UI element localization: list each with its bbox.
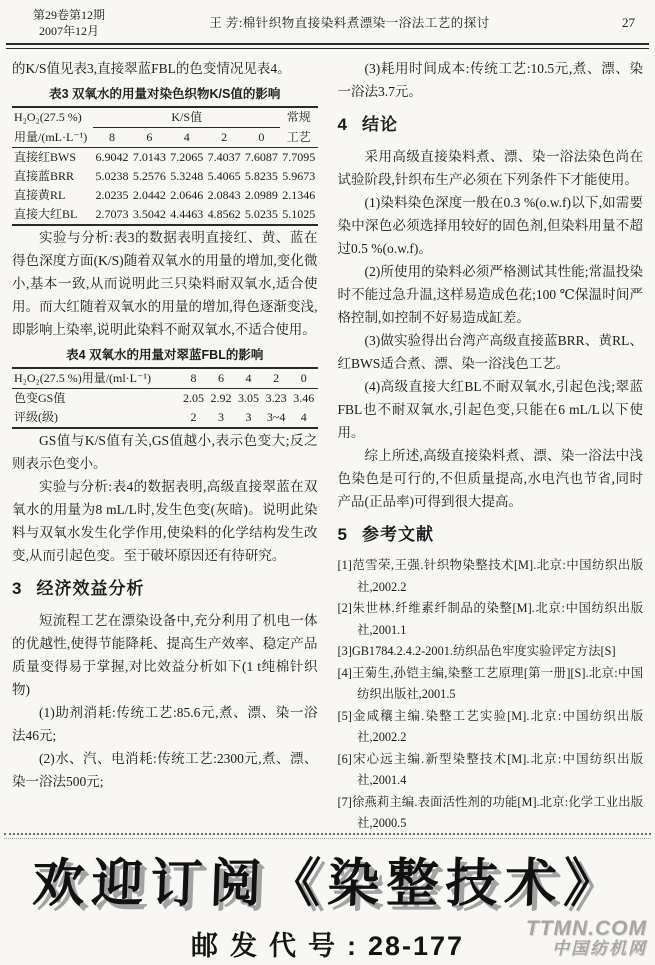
reference-item: [7]徐燕莉主编.表面活性剂的功能[M].北京:化学工业出版社,2000.5: [337, 794, 643, 829]
economics-item-3: (3)耗用时间成本:传统工艺:10.5元,煮、漂、染一浴法3.7元。: [337, 61, 643, 99]
intro-paragraph: 的K/S值见表3,直接翠蓝FBL的色变情况见表4。: [12, 61, 291, 76]
economics-item-1: (1)助剂消耗:传统工艺:85.6元,煮、漂、染一浴法46元;: [12, 705, 318, 743]
section-5-heading: [338, 524, 644, 546]
table3-ks-span-header: K/S值: [93, 107, 280, 128]
ks-value: 7.6087: [244, 150, 278, 164]
ks-value: 6.9042: [95, 150, 129, 164]
conclusion-item-3: (3)做实验得出台湾产高级直接蓝BRR、黄RL、红BWS适合煮、漂、染一浴浅色工艺。: [337, 333, 643, 371]
gs-value: 2.05: [182, 391, 204, 405]
table4-col-header: 8: [180, 368, 208, 389]
ks-value: 5.3248: [170, 169, 204, 183]
section-number: 3: [12, 579, 23, 598]
section-number: 5: [337, 525, 348, 544]
dye-name: 直接黄RL: [14, 188, 66, 202]
conclusion-summary: 综上所述,高级直接染料煮、漂、染一浴法中浅色染色是可行的,不但质量提高,水电汽也节省,同时产品(正品率)可得到很大提高。: [337, 448, 643, 509]
table3-header-row2: [12, 128, 318, 148]
rating-value: 2: [190, 410, 197, 424]
table4-dosage-label: H₂O₂(27.5 %)用量/(ml·L⁻¹): [12, 368, 180, 389]
reference-item: [3]GB1784.2.4.2-2001.纺织品色牢度实验评定方法[S]: [337, 644, 616, 658]
table3-row: [12, 186, 318, 205]
analysis-table4: 实验与分析:表4的数据表明,高级直接翠蓝在双氧水的用量为8 mL/L时,发生色变(灰暗)。说明此染料与双氧水发生化学作用,使染料的化学结构发生改变,从而引起色变。至于破坏原因还有待研究。: [12, 479, 318, 563]
ks-value: 5.9673: [282, 169, 316, 183]
ks-value: 4.4463: [170, 207, 204, 221]
table3-conventional-label2: 工艺: [280, 128, 317, 148]
ks-value: 3.5042: [132, 207, 166, 221]
ks-value: 7.0143: [132, 150, 166, 164]
table3-col-header: 0: [243, 128, 280, 148]
postal-code-label: 邮发代号:: [190, 931, 368, 961]
rating-value: 3~4: [266, 410, 286, 424]
table4-col-header: 2: [262, 368, 290, 389]
right-column: [338, 57, 644, 829]
issue-date-line: 2007年12月: [38, 24, 99, 38]
table4-col-header: 6: [207, 368, 235, 389]
ks-value: 4.8562: [207, 207, 241, 221]
ks-value: 5.1025: [282, 207, 316, 221]
table3-col-header: 2: [205, 128, 242, 148]
volume-issue-line: 第29卷第12期: [32, 8, 105, 22]
ks-value: 5.2576: [132, 169, 166, 183]
gs-value: 2.92: [210, 391, 232, 405]
metric-name: 评级(级): [14, 410, 58, 424]
economics-item-2: (2)水、汽、电消耗:传统工艺:2300元,煮、漂、染一浴法500元;: [12, 751, 318, 789]
section-title: 结论: [361, 115, 398, 134]
page-number: 27: [622, 15, 635, 30]
conclusion-item-1: (1)染料染色深度一般在0.3 %(o.w.f)以下,如需要染中深色必须选择用较好的固色剂,但染料用量不超过0.5 %(o.w.f)。: [337, 195, 643, 256]
section-3-heading: [12, 578, 318, 600]
conclusion-intro: 采用高级直接染料煮、漂、染一浴法染色尚在试验阶段,针织布生产必须在下列条件下才能使用。: [337, 149, 643, 187]
analysis-table3: 实验与分析:表3的数据表明直接红、黄、蓝在得色深度方面(K/S)随着双氧水的用量的增加,变化微小,基本一致,从而说明此三只染料耐双氧水,适合使用。而大红随着双氧水的用量的增加,得色逐渐变浅,即影响上染率,说明此染料不耐双氧水,不适合使用。: [12, 230, 318, 337]
ks-value: 2.0646: [170, 188, 204, 202]
postal-code-value: 28-177: [367, 931, 465, 961]
table3-row: [12, 148, 318, 168]
dye-name: 直接蓝BRR: [14, 169, 75, 183]
table4-caption: 表4 双氧水的用量对翠蓝FBL的影响: [66, 348, 264, 362]
section-4-heading: [338, 114, 644, 136]
reference-list: [338, 555, 644, 829]
dye-name: 直接大红BL: [14, 207, 78, 221]
reference-item: [6]宋心远主编.新型染整技术[M].北京:中国纺织出版社,2001.4: [337, 751, 643, 787]
subscription-banner: 欢迎订阅《染整技术》: [31, 856, 624, 913]
conclusion-item-2: (2)所使用的染料必须严格测试其性能;常温投染时不能过急升温,这样易造成色花;100 ℃保温时间严格控制,如控制不好易造成缸差。: [337, 264, 643, 325]
table3-dosage-label: 用量/(mL·L⁻¹): [12, 128, 93, 148]
table3: [12, 106, 318, 226]
gs-note: GS值与K/S值有关,GS值越小,表示色变大;反之则表示色变小。: [12, 433, 318, 471]
reference-item: [5]金咸穰主编.染整工艺实验[M].北京:中国纺织出版社,2002.2: [337, 708, 643, 744]
running-head: [0, 0, 655, 41]
article-body: [0, 49, 655, 829]
table4-header-row: [12, 368, 318, 389]
table3-col-header: 6: [131, 128, 168, 148]
ks-value: 5.8235: [244, 169, 278, 183]
ks-value: 7.7095: [282, 150, 316, 164]
table3-conventional-label1: 常规: [286, 110, 311, 125]
table3-row: [12, 205, 318, 225]
section-title: 参考文献: [361, 525, 434, 544]
table4-col-header: 0: [290, 368, 318, 389]
watermark-site: TTMN.COM: [525, 917, 647, 940]
economics-intro: 短流程工艺在漂染设备中,充分利用了机电一体的优越性,使得节能降耗、提高生产效率、稳定产品质量变得易于掌握,对比效益分析如下(1 t纯棉针织物): [12, 613, 318, 697]
gs-value: 3.46: [293, 391, 315, 405]
left-column: [12, 57, 318, 829]
watermark-site-name: 中国纺机网: [552, 939, 647, 958]
watermark: [526, 919, 647, 959]
table4-row: [12, 408, 318, 428]
reference-item: [2]朱世林.纤维素纤制品的染整[M].北京:中国纺织出版社,2001.1: [337, 601, 643, 637]
table3-col-header: 8: [93, 128, 130, 148]
conclusion-item-4: (4)高级直接大红BL不耐双氧水,引起色浅;翠蓝FBL也不耐双氧水,引起色变,只能在6 mL/L以下使用。: [337, 379, 643, 440]
section-title: 经济效益分析: [36, 579, 145, 598]
ks-value: 7.4037: [207, 150, 241, 164]
ks-value: 5.4065: [207, 169, 241, 183]
table3-h2o2-label: H₂O₂(27.5 %): [14, 110, 82, 125]
ks-value: 7.2065: [170, 150, 204, 164]
metric-name: 色变GS值: [14, 391, 66, 405]
table3-col-header: 4: [168, 128, 205, 148]
section-number: 4: [337, 115, 348, 134]
ks-value: 2.0235: [95, 188, 129, 202]
ornamental-divider: [4, 833, 651, 839]
reference-item: [4]王菊生,孙铠主编,染整工艺原理[第一册][S].北京:中国纺织出版社,2001.5: [337, 665, 643, 701]
table4-row: [12, 389, 318, 409]
gs-value: 3.05: [238, 391, 260, 405]
rating-value: 3: [245, 410, 252, 424]
table3-caption: 表3 双氧水的用量对染色织物K/S值的影响: [49, 87, 281, 101]
dye-name: 直接红BWS: [14, 150, 77, 164]
reference-item: [1]范雪荣,王强.针织物染整技术[M].北京:中国纺织出版社,2002.2: [337, 558, 643, 594]
ks-value: 2.1346: [282, 188, 316, 202]
running-title: 王 芳:棉针织物直接染料煮漂染一浴法工艺的探讨: [209, 16, 490, 30]
volume-issue-block: [14, 7, 124, 39]
ks-value: 5.0235: [244, 207, 278, 221]
ks-value: 5.0238: [95, 169, 129, 183]
table4: [12, 367, 318, 429]
ks-value: 2.0989: [244, 188, 278, 202]
ks-value: 2.0442: [132, 188, 166, 202]
table3-header-row1: [12, 107, 318, 128]
rating-value: 3: [218, 410, 224, 424]
rating-value: 4: [300, 410, 307, 424]
ks-value: 2.0843: [207, 188, 241, 202]
ks-value: 2.7073: [95, 207, 129, 221]
table4-col-header: 4: [235, 368, 263, 389]
gs-value: 3.23: [265, 391, 287, 405]
table3-row: [12, 167, 318, 186]
